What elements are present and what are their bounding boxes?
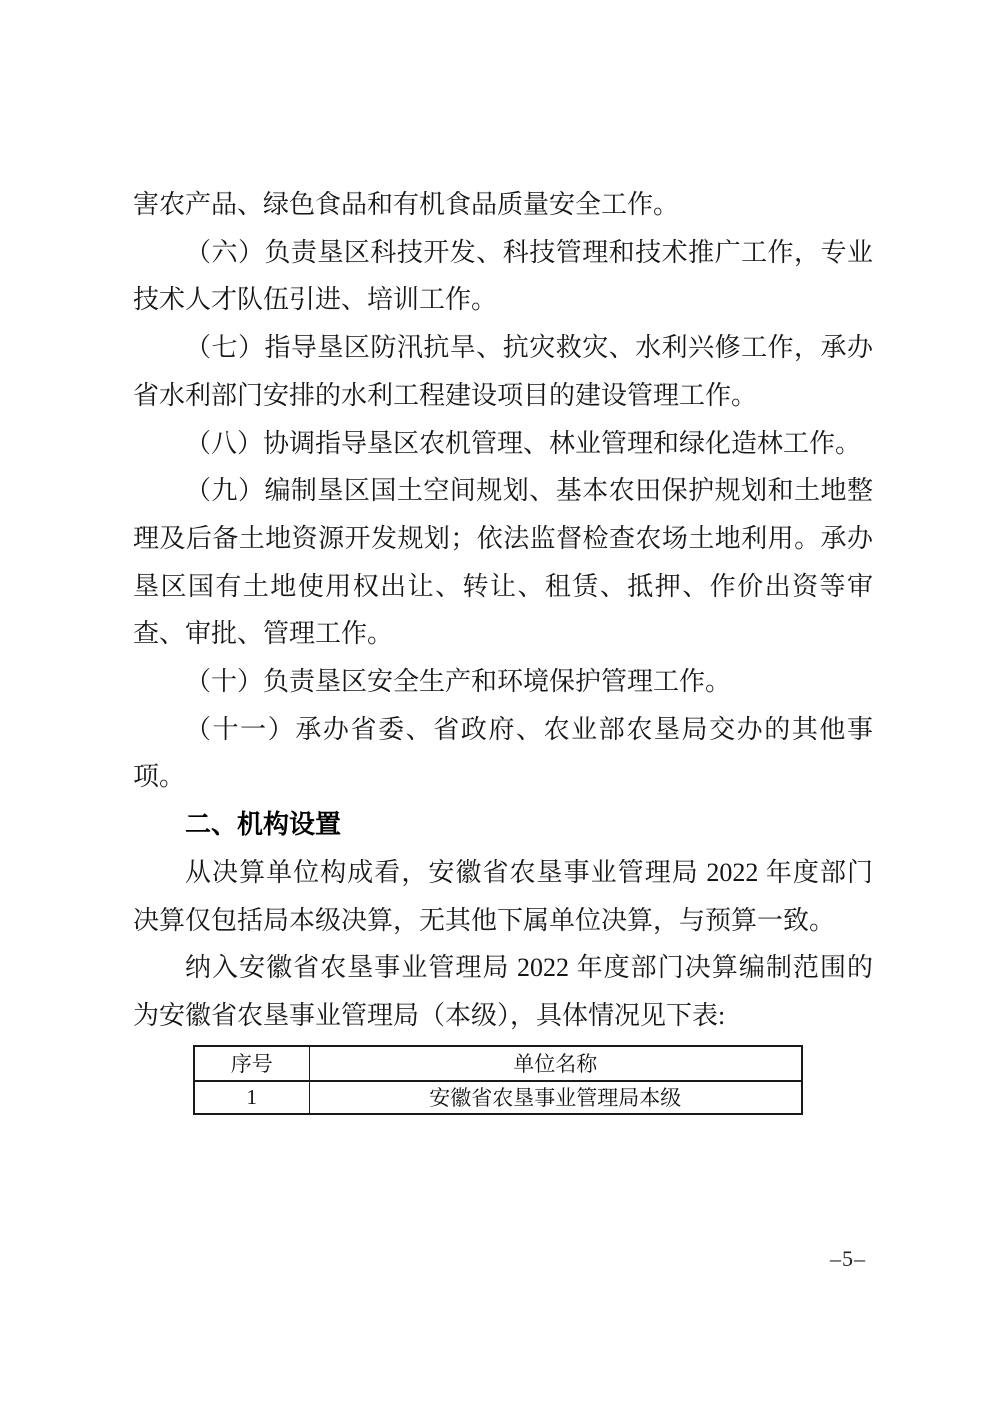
table-header-unit-name: 单位名称 <box>309 1046 802 1081</box>
table-cell-seq: 1 <box>194 1081 309 1114</box>
body-paragraph: （七）指导垦区防汛抗旱、抗灾救灾、水利兴修工作，承办省水利部门安排的水利工程建设项目的建设管理工作。 <box>133 333 873 410</box>
table-row <box>194 1081 802 1114</box>
body-paragraph: （九）编制垦区国土空间规划、基本农田保护规划和土地整理及后备土地资源开发规划；依法监督检查农场土地利用。承办垦区国有土地使用权出让、转让、租赁、抵押、作价出资等审查、审批、管理工作。 <box>133 476 873 649</box>
table-header-row <box>194 1046 802 1081</box>
body-paragraph: （六）负责垦区科技开发、科技管理和技术推广工作，专业技术人才队伍引进、培训工作。 <box>133 237 873 315</box>
body-paragraph: （十）负责垦区安全生产和环境保护管理工作。 <box>185 667 732 697</box>
table-header-seq: 序号 <box>194 1046 309 1081</box>
body-paragraph: 害农产品、绿色食品和有机食品质量安全工作。 <box>133 190 680 219</box>
section-heading: 二、机构设置 <box>185 809 342 840</box>
document-body <box>133 181 873 1115</box>
table-cell-unit-name: 安徽省农垦事业管理局本级 <box>309 1081 802 1114</box>
units-table <box>193 1045 803 1115</box>
body-paragraph: （八）协调指导垦区农机管理、林业管理和绿化造林工作。 <box>185 428 862 458</box>
body-paragraph: （十一）承办省委、省政府、农业部农垦局交办的其他事项。 <box>133 714 873 792</box>
body-paragraph: 从决算单位构成看，安徽省农垦事业管理局 2022 年度部门决算仅包括局本级决算，无其他下属单位决算，与预算一致。 <box>133 857 873 935</box>
page-number: –5– <box>830 1246 866 1271</box>
body-paragraph: 纳入安徽省农垦事业管理局 2022 年度部门决算编制范围的为安徽省农垦事业管理局（本级），具体情况见下表: <box>133 953 873 1030</box>
